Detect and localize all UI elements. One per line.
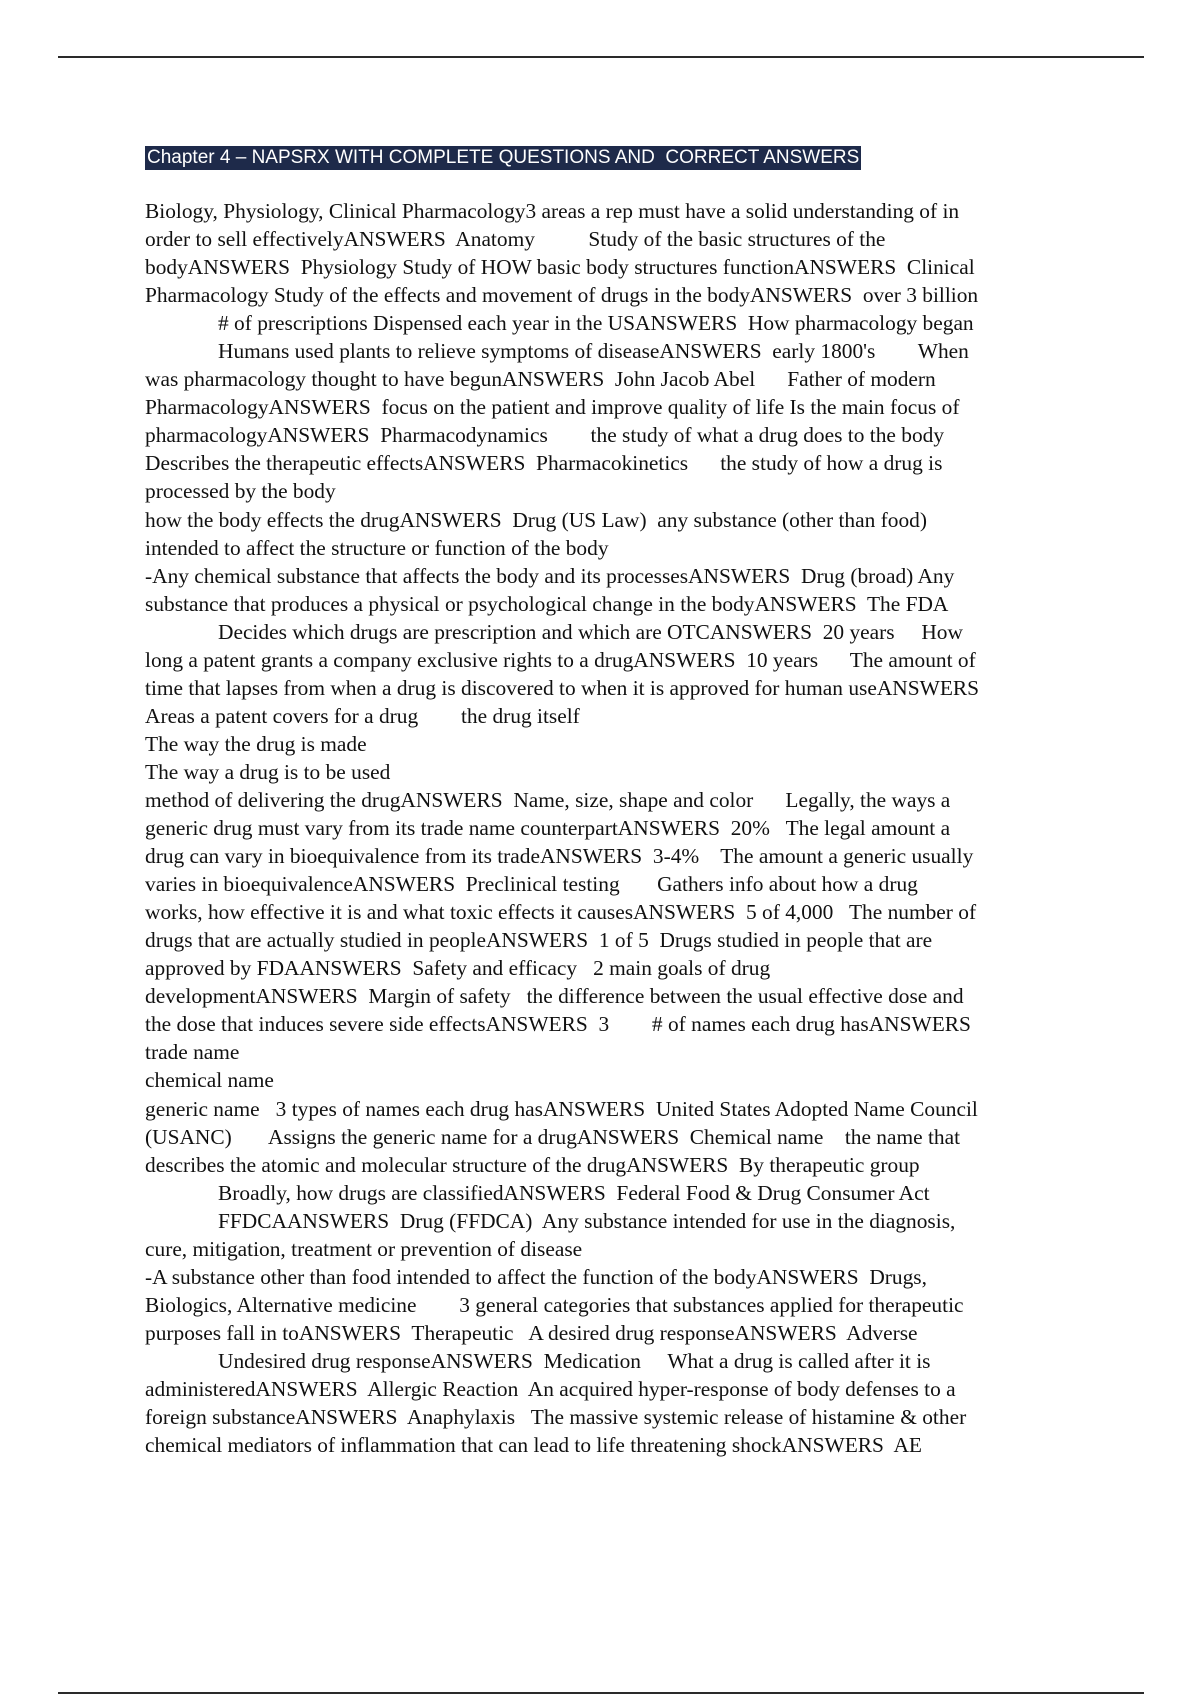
text-line: Humans used plants to relieve symptoms of diseaseANSWERS early 1800's When [218,339,969,364]
text-line: how the body effects the drugANSWERS Drug (US Law) any substance (other than food) [145,507,927,532]
text-line: intended to affect the structure or function of the body [145,535,609,560]
text-line: bodyANSWERS Physiology Study of HOW basic body structures functionANSWERS Clinical [145,255,975,280]
text-line: drugs that are actually studied in peopleANSWERS 1 of 5 Drugs studied in people that are [145,928,933,953]
text-line: pharmacologyANSWERS Pharmacodynamics the study of what a drug does to the body [145,423,945,448]
text-line: describes the atomic and molecular structure of the drugANSWERS By therapeutic group [145,1152,920,1177]
text-line: -Any chemical substance that affects the body and its processesANSWERS Drug (broad) Any [145,563,955,588]
text-line: was pharmacology thought to have begunANSWERS John Jacob Abel Father of modern [145,367,936,392]
text-line: the dose that induces severe side effectsANSWERS 3 # of names each drug hasANSWERS [145,1012,971,1037]
text-line: generic drug must vary from its trade name counterpartANSWERS 20% The legal amount a [145,816,951,841]
bottom-rule [58,1692,1144,1694]
text-line: time that lapses from when a drug is discovered to when it is approved for human useANSWERS [145,675,980,700]
text-line: Decides which drugs are prescription and which are OTCANSWERS 20 years How [218,619,963,644]
text-line: -A substance other than food intended to affect the function of the bodyANSWERS Drugs, [145,1264,927,1289]
text-line: Broadly, how drugs are classifiedANSWERS Federal Food & Drug Consumer Act [218,1180,930,1205]
text-line: Undesired drug responseANSWERS Medication What a drug is called after it is [218,1348,931,1373]
text-line: (USANC) Assigns the generic name for a drugANSWERS Chemical name the name that [145,1124,961,1149]
text-line: method of delivering the drugANSWERS Name, size, shape and color Legally, the ways a [145,787,951,812]
text-line: order to sell effectivelyANSWERS Anatomy Study of the basic structures of the [145,227,886,252]
text-line: FFDCAANSWERS Drug (FFDCA) Any substance intended for use in the diagnosis, [218,1208,956,1233]
text-line: foreign substanceANSWERS Anaphylaxis The massive systemic release of histamine & other [145,1405,967,1430]
text-line: purposes fall in toANSWERS Therapeutic A desired drug responseANSWERS Adverse [145,1320,918,1345]
text-line: Pharmacology Study of the effects and movement of drugs in the bodyANSWERS over 3 billion [145,283,979,308]
text-line: generic name 3 types of names each drug hasANSWERS United States Adopted Name Council [145,1096,978,1121]
title-block [145,146,861,170]
text-line: Describes the therapeutic effectsANSWERS Pharmacokinetics the study of how a drug is [145,451,943,476]
text-line: administeredANSWERS Allergic Reaction An acquired hyper-response of body defenses to a [145,1376,956,1401]
text-line: The way the drug is made [145,731,367,756]
text-line: Biology, Physiology, Clinical Pharmacology3 areas a rep must have a solid understanding of in [145,199,960,223]
document-title: Chapter 4 – NAPSRX WITH COMPLETE QUESTIONS AND CORRECT ANSWERS [147,147,860,168]
document-body [145,197,1095,1459]
text-line: The way a drug is to be used [145,759,391,784]
text-line: Biologics, Alternative medicine 3 general categories that substances applied for therapeutic [145,1292,964,1317]
text-line: Areas a patent covers for a drug the drug itself [145,703,580,728]
text-line: works, how effective it is and what toxic effects it causesANSWERS 5 of 4,000 The number of [145,900,977,925]
text-line: substance that produces a physical or psychological change in the bodyANSWERS The FDA [145,591,949,616]
text-line: drug can vary in bioequivalence from its tradeANSWERS 3-4% The amount a generic usually [145,844,974,869]
text-line: PharmacologyANSWERS focus on the patient and improve quality of life Is the main focus of [145,395,960,420]
text-line: approved by FDAANSWERS Safety and efficacy 2 main goals of drug [145,956,771,981]
text-line: trade name [145,1040,240,1065]
text-line: chemical name [145,1068,274,1093]
text-line: developmentANSWERS Margin of safety the difference between the usual effective dose and [145,984,964,1009]
text-line: varies in bioequivalenceANSWERS Preclinical testing Gathers info about how a drug [145,872,918,897]
text-line: processed by the body [145,479,336,504]
text-line: cure, mitigation, treatment or prevention of disease [145,1236,583,1261]
text-line: # of prescriptions Dispensed each year in the USANSWERS How pharmacology began [218,311,974,336]
text-line: chemical mediators of inflammation that can lead to life threatening shockANSWERS AE [145,1433,922,1458]
top-rule [58,56,1144,58]
text-line: long a patent grants a company exclusive rights to a drugANSWERS 10 years The amount of [145,647,976,672]
